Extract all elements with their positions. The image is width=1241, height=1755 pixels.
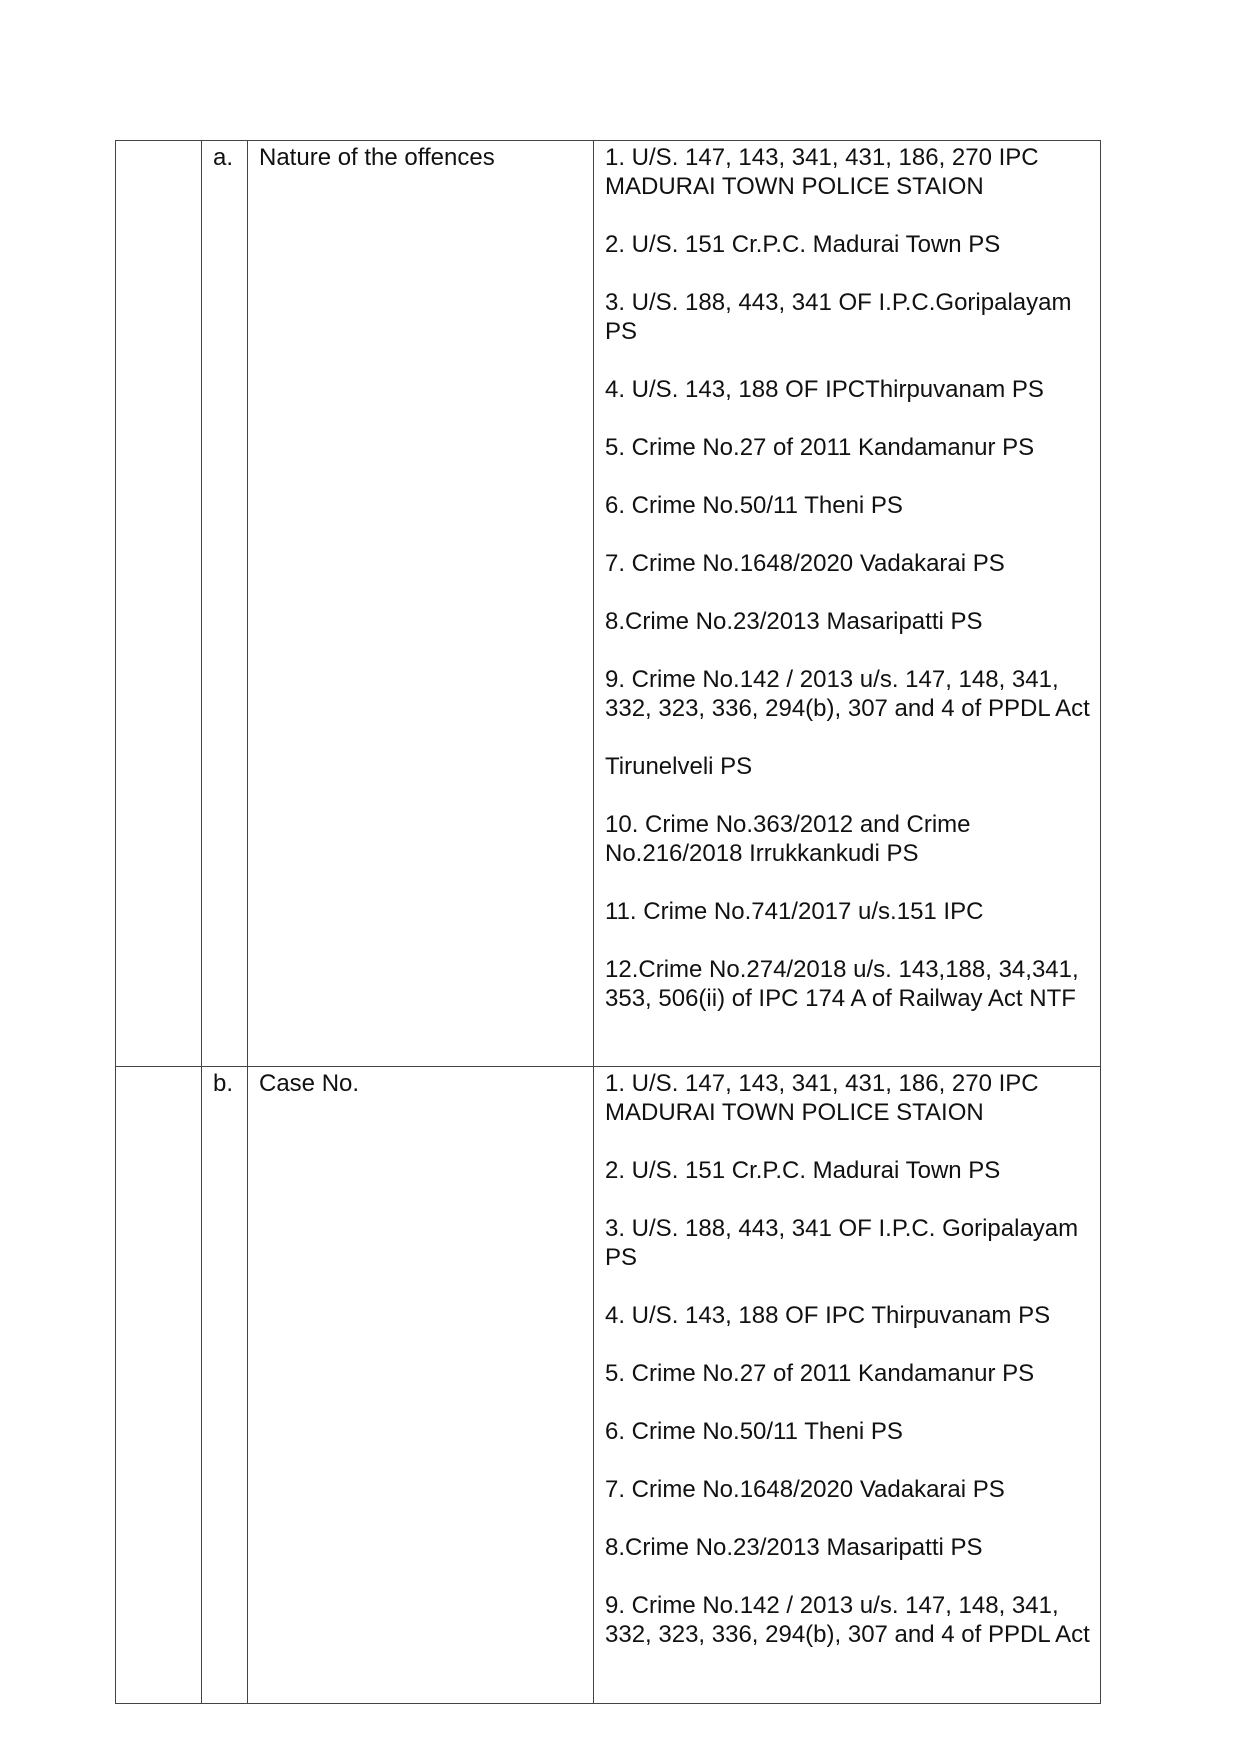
list-item: 6. Crime No.50/11 Theni PS [605, 492, 903, 519]
list-item: 2. U/S. 151 Cr.P.C. Madurai Town PS [605, 1157, 1001, 1184]
serial-cell [116, 1067, 202, 1704]
list-item: 4. U/S. 143, 188 OF IPCThirpuvanam PS [605, 376, 1044, 403]
list-item: 9. Crime No.142 / 2013 u/s. 147, 148, 341, 332, 323, 336, 294(b), 307 and 4 of PPDL Act [605, 666, 1090, 722]
serial-cell [116, 141, 202, 1067]
list-item: 2. U/S. 151 Cr.P.C. Madurai Town PS [605, 231, 1001, 258]
row-marker: b. [213, 1070, 234, 1097]
list-item: 7. Crime No.1648/2020 Vadakarai PS [605, 1476, 1005, 1503]
list-item: 1. U/S. 147, 143, 341, 431, 186, 270 IPC MADURAI TOWN POLICE STAION [605, 1070, 1039, 1126]
list-item: 5. Crime No.27 of 2011 Kandamanur PS [605, 434, 1035, 461]
list-item: 7. Crime No.1648/2020 Vadakarai PS [605, 550, 1005, 577]
row-marker: a. [213, 144, 234, 171]
list-item: 10. Crime No.363/2012 and Crime No.216/2018 Irrukkankudi PS [605, 811, 971, 867]
table-row [116, 1067, 1101, 1704]
list-item: 8.Crime No.23/2013 Masaripatti PS [605, 608, 983, 635]
list-item: 5. Crime No.27 of 2011 Kandamanur PS [605, 1360, 1035, 1387]
list-item: 12.Crime No.274/2018 u/s. 143,188, 34,341, 353, 506(ii) of IPC 174 A of Railway Act NTF [605, 956, 1079, 1012]
list-item: 11. Crime No.741/2017 u/s.151 IPC [605, 898, 984, 925]
value-cell [594, 1067, 1101, 1704]
list-item: 6. Crime No.50/11 Theni PS [605, 1418, 903, 1445]
list-item: 3. U/S. 188, 443, 341 OF I.P.C.Goripalayam PS [605, 289, 1072, 345]
offence-details-table [115, 140, 1101, 1704]
list-item: Tirunelveli PS [605, 753, 753, 780]
list-item: 8.Crime No.23/2013 Masaripatti PS [605, 1534, 983, 1561]
marker-cell [202, 141, 248, 1067]
list-item: 3. U/S. 188, 443, 341 OF I.P.C. Goripalayam PS [605, 1215, 1079, 1271]
list-item: 9. Crime No.142 / 2013 u/s. 147, 148, 341, 332, 323, 336, 294(b), 307 and 4 of PPDL Act [605, 1592, 1090, 1648]
row-label: Nature of the offences [259, 144, 495, 171]
entry-list [594, 1067, 1100, 1649]
row-label: Case No. [259, 1070, 360, 1097]
value-cell [594, 141, 1101, 1067]
table-row [116, 141, 1101, 1067]
list-item: 4. U/S. 143, 188 OF IPC Thirpuvanam PS [605, 1302, 1051, 1329]
label-cell [248, 141, 594, 1067]
label-cell [248, 1067, 594, 1704]
list-item: 1. U/S. 147, 143, 341, 431, 186, 270 IPC MADURAI TOWN POLICE STAION [605, 144, 1039, 200]
marker-cell [202, 1067, 248, 1704]
entry-list [594, 141, 1100, 1013]
